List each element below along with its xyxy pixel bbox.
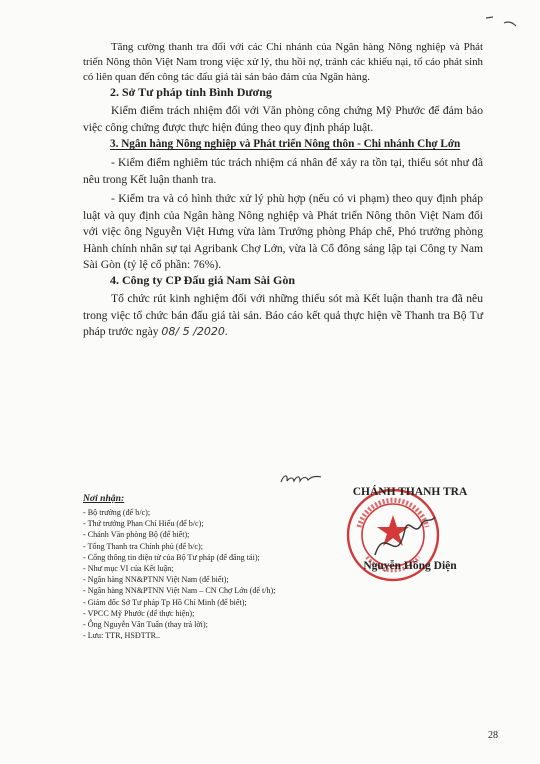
recipient-item: - VPCC Mỹ Phước (để thực hiện); <box>83 608 195 618</box>
recipients-title: Nơi nhận: <box>83 493 125 504</box>
heading-nam-sai-gon: 4. Công ty CP Đấu giá Nam Sài Gòn <box>110 273 296 287</box>
page-number: 28 <box>488 730 498 741</box>
recipient-item: - Giám đốc Sở Tư pháp Tp Hồ Chí Minh (để biết); <box>83 597 247 607</box>
signature-title: CHÁNH THANH TRA <box>352 486 468 498</box>
recipient-item: - Ngân hàng NN&PTNN Việt Nam (để biết); <box>83 575 229 585</box>
heading-agribank-cho-lon: 3. Ngân hàng Nông nghiệp và Phát triển Nông thôn - Chi nhánh Chợ Lớn <box>110 138 461 150</box>
recipient-item: - Ngân hàng NN&PTNN Việt Nam – CN Chợ Lớn (để t/h); <box>83 586 276 596</box>
paragraph-discipline: - Kiểm tra và có hình thức xử lý phù hợp (nếu có vi phạm) theo quy định pháp luật và quy định của Ngân hàng Nông nghiệp và Phát triển Nông thôn Việt Nam đối với việc ông Nguyễn Việt Hưng vừa làm Trưởng phòng Pháp chế, Phó trưởng phòng Hành chính nhân sự tại Agribank Chợ Lớn, vừa là Cổ đông sáng lập tại Công ty Nam Sài Gòn (tỷ lệ cổ phần: 76%). <box>83 192 483 271</box>
paragraph-inspection: Tăng cường thanh tra đối với các Chi nhánh của Ngân hàng Nông nghiệp và Phát triển Nông thôn Việt Nam trong việc xử lý, thu hồi nợ, tránh các khiếu nại, tố cáo phát sinh có liên quan đến công tác đấu giá tài sản bảo đảm của Ngân hàng. <box>83 41 483 83</box>
heading-binh-duong: 2. Sở Tư pháp tỉnh Bình Dương <box>110 85 272 99</box>
recipient-item: - Cổng thông tin điện tử của Bộ Tư pháp (để đăng tải); <box>83 552 260 562</box>
recipients-list <box>83 507 333 641</box>
recipient-item: - Ông Nguyễn Văn Tuấn (thay trả lời); <box>83 620 208 630</box>
recipient-item: - Như mục VI của Kết luận; <box>83 564 174 574</box>
handwritten-initials <box>278 468 324 490</box>
recipient-item: - Bộ trưởng (để b/c); <box>83 508 151 517</box>
paragraph-binh-duong: Kiểm điểm trách nhiệm đối với Văn phòng công chứng Mỹ Phước để đảm bảo việc công chứng được thực hiện đúng theo quy định pháp luật. <box>83 104 483 134</box>
paragraph-auction-text: Tổ chức rút kinh nghiệm đối với những thiếu sót mà Kết luận thanh tra đã nêu trong việc tổ chức bán đấu giá tài sản. Báo cáo kết quả thực hiện về Thanh tra Bộ Tư pháp trước ngày <box>83 292 483 338</box>
recipient-item: - Chánh Văn phòng Bộ (để biết); <box>83 530 190 540</box>
recipient-item: - Tổng Thanh tra Chính phủ (để b/c); <box>83 541 203 551</box>
recipient-item: - Lưu: TTR, HSĐTTR.. <box>83 631 161 641</box>
signer-name: Nguyễn Hồng Diện <box>363 560 457 572</box>
handwritten-date: 08/ 5 /2020. <box>161 325 229 338</box>
corner-pen-mark <box>484 14 518 30</box>
paragraph-auction-company <box>83 291 483 341</box>
recipient-item: - Thứ trưởng Phan Chí Hiếu (để b/c); <box>83 519 204 529</box>
paragraph-review-responsibility: - Kiểm điểm nghiêm túc trách nhiệm cá nhân để xảy ra tồn tại, thiếu sót như đã nêu trong Kết luận thanh tra. <box>83 156 483 186</box>
